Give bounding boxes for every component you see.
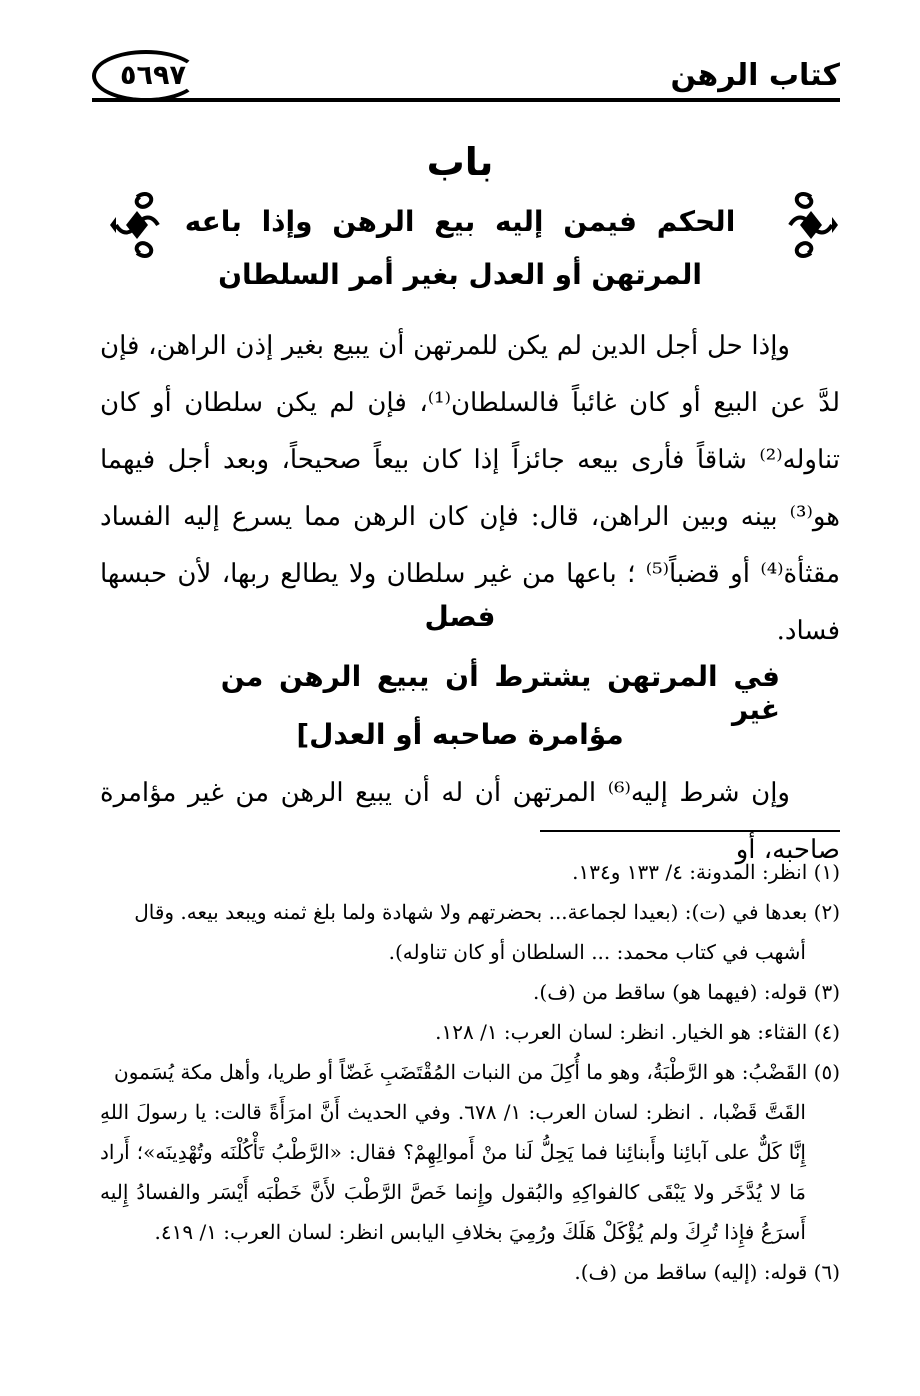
section-label: فصل [424,600,496,633]
footnote-text: القَضْبُ: هو الرَّطْبَةُ، وهو ما أُكِلَ من النبات المُقْتَضَبِ غَضّاً أو طريا، وأهل مكة يُسَمون [114,1060,808,1084]
footnote [100,1252,840,1292]
footnote-number: (٥) [813,1060,840,1084]
footnote-separator [540,830,840,832]
footnote-number: (١) [813,860,840,884]
body-paragraph: وإن شرط إليه⁽⁶⁾ المرتهن أن له أن يبيع الرهن من غير مؤامرة صاحبه، أو [100,778,840,865]
chapter-label: باب [426,140,494,184]
page-number: ٥٦٩٧ [120,60,186,91]
footnote-number: (٤) [813,1020,840,1044]
footnote-number: (٦) [813,1260,840,1284]
footnote [100,892,840,972]
chapter-title-line1: الحكم فيمن إليه بيع الرهن وإذا باعه [184,205,736,238]
footnote [100,972,840,1012]
footnote-number: (٣) [813,980,840,1004]
chapter-title-line2: المرتهن أو العدل بغير أمر السلطان [218,258,702,291]
section-title-line2: مؤامرة صاحبه أو العدل] [296,718,624,751]
running-header-title: كتاب الرهن [670,58,840,93]
footnote-number: (٢) [813,900,840,924]
footnote-continuation: القَتَّ قَضْبا، . انظر: لسان العرب: ١/ ٦٧٨. وفي الحديث أَنَّ امرَأَةً قالت: يا رسولَ اللهِ إِنَّا كَلٌّ على آبائِنا وأَبنائِنا فما يَحِلُّ لَنا منْ أَموالِهِمْ؟ فقال: «الرَّطْبُ تَأْكُلْنَه وتُهْدِينَه»؛ أَراد مَا لا يُدَّخَر ولا يَبْقَى كالفواكِهِ والبُقول وإِنما خَصَّ الرَّطْبَ لأَنَّ خَطْبَه أَيْسَر والفسادُ إِليه أَسرَعُ فإِذا تُرِكَ ولم يُؤْكَلْ هَلَكَ ورُمِيَ بخلافِ اليابس انظر: لسان العرب: ١/ ٤١٩. [100,1100,806,1244]
header-rule [92,98,840,102]
body-paragraph: وإذا حل أجل الدين لم يكن للمرتهن أن يبيع بغير إذن الراهن، فإن لدَّ عن البيع أو كان غائباً فالسلطان⁽¹⁾، فإن لم يكن سلطان أو كان تناوله⁽²⁾ شاقاً فأرى بيعه جائزاً إذا كان بيعاً صحيحاً، وبعد أجل فيهما هو⁽³⁾ بينه وبين الراهن، قال: فإن كان الرهن مما يسرع إليه الفساد مقثأة⁽⁴⁾ أو قضباً⁽⁵⁾ ؛ باعها من غير سلطان ولا يطالع ربها، لأن حبسها فساد. [100,331,841,646]
footnote [100,1052,840,1252]
footnote-text: قوله: (فيهما هو) ساقط من (ف). [533,980,808,1004]
footnote-text: انظر: المدونة: ٤/ ١٣٣ و١٣٤. [572,860,808,884]
footnote-text: بعدها في (ت): (بعيدا لجماعة... بحضرتهم ولا شهادة ولما بلغ ثمنه ويبعد بيعه. وقال [134,900,808,924]
footnote-continuation: أشهب في كتاب محمد: ... السلطان أو كان تناوله). [388,940,806,964]
ornament-icon [782,185,840,265]
footnote-text: القثاء: هو الخيار. انظر: لسان العرب: ١/ ١٢٨. [435,1020,808,1044]
footnotes [100,852,840,1292]
footnote [100,852,840,892]
section-title-line1: في المرتهن يشترط أن يبيع الرهن من غير [220,660,780,726]
footnote [100,1012,840,1052]
footnote-text: قوله: (إليه) ساقط من (ف). [574,1260,808,1284]
